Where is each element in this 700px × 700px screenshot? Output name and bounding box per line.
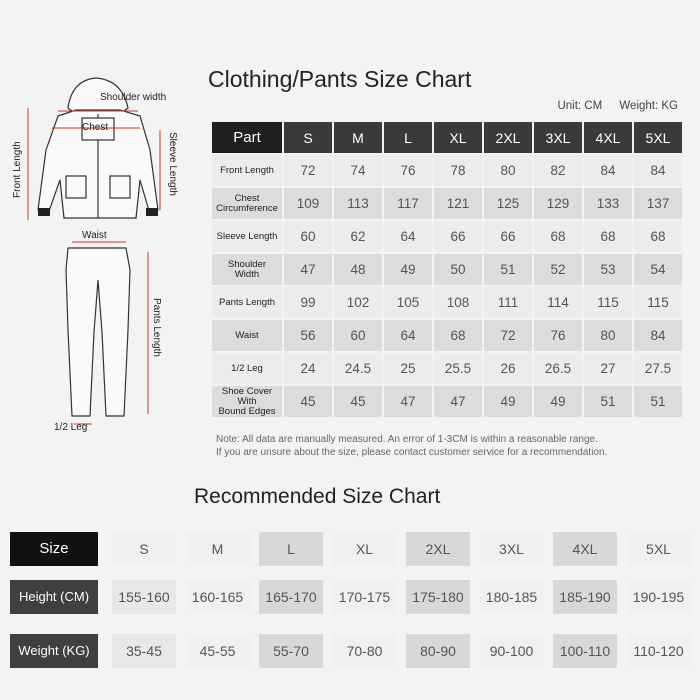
part-label-line: Width — [234, 268, 260, 280]
rec-height-head: Height (CM) — [10, 580, 98, 614]
recommended-title: Recommended Size Chart — [194, 485, 441, 508]
measurement-cell: 115 — [584, 287, 632, 318]
part-label — [212, 155, 282, 186]
rec-weight-cell: 45-55 — [186, 634, 250, 668]
measurement-cell: 56 — [284, 320, 332, 351]
measurement-cell: 24.5 — [334, 353, 382, 384]
part-label-line: Waist — [235, 329, 259, 341]
measurement-cell: 64 — [384, 320, 432, 351]
measurement-cell: 68 — [634, 221, 682, 252]
front-length-label: Front Length — [12, 141, 23, 198]
measurement-cell: 125 — [484, 188, 532, 219]
rec-weight-cell: 35-45 — [112, 634, 176, 668]
table-row — [212, 353, 682, 384]
measurement-cell: 53 — [584, 254, 632, 285]
table-row — [212, 320, 682, 351]
measurement-cell: 62 — [334, 221, 382, 252]
rec-height-cell: 160-165 — [186, 580, 250, 614]
measurement-cell: 51 — [584, 386, 632, 417]
measurement-cell: 50 — [434, 254, 482, 285]
measurement-cell: 78 — [434, 155, 482, 186]
rec-height-cell: 180-185 — [480, 580, 544, 614]
rec-weight-cell: 70-80 — [333, 634, 397, 668]
measurement-cell: 115 — [634, 287, 682, 318]
measurement-cell: 25 — [384, 353, 432, 384]
measurement-cell: 102 — [334, 287, 382, 318]
measurement-cell: 47 — [384, 386, 432, 417]
size-table-header — [212, 122, 682, 153]
rec-size-cell: L — [259, 532, 323, 566]
measurement-cell: 49 — [384, 254, 432, 285]
rec-size-cell: 5XL — [627, 532, 691, 566]
part-label-line: Shoulder — [227, 258, 267, 270]
measurement-cell: 108 — [434, 287, 482, 318]
table-row — [212, 188, 682, 219]
size-chart-title: Clothing/Pants Size Chart — [208, 66, 472, 92]
part-label-line: Pants Length — [219, 296, 275, 308]
measurement-cell: 129 — [534, 188, 582, 219]
measurement-cell: 49 — [484, 386, 532, 417]
rec-weight-cell: 110-120 — [627, 634, 691, 668]
size-header: 3XL — [534, 122, 582, 153]
measurement-cell: 26 — [484, 353, 532, 384]
measurement-cell: 76 — [534, 320, 582, 351]
table-row — [212, 254, 682, 285]
size-header: 5XL — [634, 122, 682, 153]
part-label — [212, 320, 282, 351]
measurement-cell: 51 — [634, 386, 682, 417]
size-header: 4XL — [584, 122, 632, 153]
measurement-cell: 48 — [334, 254, 382, 285]
measurement-cell: 80 — [484, 155, 532, 186]
sleeve-length-label: Sleeve Length — [167, 132, 178, 196]
shoulder-width-label: Shoulder width — [100, 92, 167, 103]
size-header: L — [384, 122, 432, 153]
rec-weight-cell: 55-70 — [259, 634, 323, 668]
rec-size-cell: XL — [333, 532, 397, 566]
table-row — [212, 221, 682, 252]
part-label-line: Front Length — [220, 164, 274, 176]
rec-weight-cell: 80-90 — [406, 634, 470, 668]
unit-weight: Weight: KG — [619, 100, 678, 112]
pants-length-label: Pants Length — [151, 298, 162, 357]
measurement-cell: 66 — [434, 221, 482, 252]
part-label — [212, 188, 282, 219]
table-row — [212, 155, 682, 186]
measurement-cell: 117 — [384, 188, 432, 219]
measurement-cell: 52 — [534, 254, 582, 285]
size-header: 2XL — [484, 122, 532, 153]
unit-cm: Unit: CM — [557, 100, 603, 112]
measurement-cell: 72 — [484, 320, 532, 351]
rec-size-head: Size — [10, 532, 98, 566]
measurement-cell: 68 — [534, 221, 582, 252]
part-label — [212, 254, 282, 285]
rec-weight-head: Weight (KG) — [10, 634, 98, 668]
measurement-cell: 72 — [284, 155, 332, 186]
rec-size-cell: 2XL — [406, 532, 470, 566]
measurement-cell: 64 — [384, 221, 432, 252]
rec-height-cell: 190-195 — [627, 580, 691, 614]
measurement-cell: 114 — [534, 287, 582, 318]
measurement-cell: 105 — [384, 287, 432, 318]
note-line: Note: All data are manually measured. An error of 1-3CM is within a reasonable range. — [216, 434, 598, 445]
measurement-cell: 66 — [484, 221, 532, 252]
note-line: If you are unsure about the size, please contact customer service for a recommendation. — [216, 447, 608, 458]
measurement-cell: 84 — [634, 320, 682, 351]
part-label — [212, 287, 282, 318]
part-label-line: Bound Edges — [218, 405, 276, 417]
measurement-cell: 27.5 — [634, 353, 682, 384]
measurement-cell: 26.5 — [534, 353, 582, 384]
rec-size-cell: S — [112, 532, 176, 566]
measurement-cell: 82 — [534, 155, 582, 186]
measurement-cell: 84 — [634, 155, 682, 186]
measurement-cell: 109 — [284, 188, 332, 219]
measurement-cell: 47 — [434, 386, 482, 417]
measurement-cell: 25.5 — [434, 353, 482, 384]
measurement-cell: 68 — [434, 320, 482, 351]
measurement-cell: 133 — [584, 188, 632, 219]
measurement-cell: 111 — [484, 287, 532, 318]
rec-weight-cell: 100-110 — [553, 634, 617, 668]
part-label-line: 1/2 Leg — [231, 362, 263, 374]
part-label — [212, 353, 282, 384]
waist-label: Waist — [82, 230, 107, 241]
units-line — [543, 100, 678, 112]
size-header: M — [334, 122, 382, 153]
size-header: S — [284, 122, 332, 153]
size-table — [210, 120, 684, 419]
garment-illustration — [0, 70, 200, 450]
rec-height-cell: 155-160 — [112, 580, 176, 614]
measurement-cell: 68 — [584, 221, 632, 252]
part-header: Part — [212, 122, 282, 153]
rec-height-cell: 170-175 — [333, 580, 397, 614]
measurement-cell: 121 — [434, 188, 482, 219]
rec-weight-cell: 90-100 — [480, 634, 544, 668]
measurement-cell: 45 — [284, 386, 332, 417]
measurement-cell: 84 — [584, 155, 632, 186]
measurement-cell: 99 — [284, 287, 332, 318]
rec-height-cell: 175-180 — [406, 580, 470, 614]
rec-size-cell: M — [186, 532, 250, 566]
measurement-cell: 76 — [384, 155, 432, 186]
rec-height-cell: 165-170 — [259, 580, 323, 614]
half-leg-label: 1/2 Leg — [54, 422, 88, 433]
part-label — [212, 221, 282, 252]
measurement-note — [216, 433, 607, 459]
measurement-cell: 60 — [334, 320, 382, 351]
measurement-cell: 45 — [334, 386, 382, 417]
part-label-line: Circumference — [216, 202, 278, 214]
rec-size-cell: 3XL — [480, 532, 544, 566]
part-label-line: Chest — [234, 192, 260, 204]
measurement-cell: 49 — [534, 386, 582, 417]
measurement-cell: 51 — [484, 254, 532, 285]
table-row — [212, 386, 682, 417]
measurement-cell: 54 — [634, 254, 682, 285]
measurement-cell: 80 — [584, 320, 632, 351]
rec-size-cell: 4XL — [553, 532, 617, 566]
measurement-cell: 60 — [284, 221, 332, 252]
size-header: XL — [434, 122, 482, 153]
measurement-cell: 113 — [334, 188, 382, 219]
measurement-cell: 74 — [334, 155, 382, 186]
measurement-cell: 137 — [634, 188, 682, 219]
chest-label: Chest — [82, 122, 109, 133]
measurement-cell: 24 — [284, 353, 332, 384]
part-label-line: Shoe Cover With — [221, 385, 273, 407]
rec-height-cell: 185-190 — [553, 580, 617, 614]
part-label-line: Sleeve Length — [216, 230, 278, 242]
measurement-cell: 27 — [584, 353, 632, 384]
measurement-cell: 47 — [284, 254, 332, 285]
part-label — [212, 386, 282, 417]
table-row — [212, 287, 682, 318]
